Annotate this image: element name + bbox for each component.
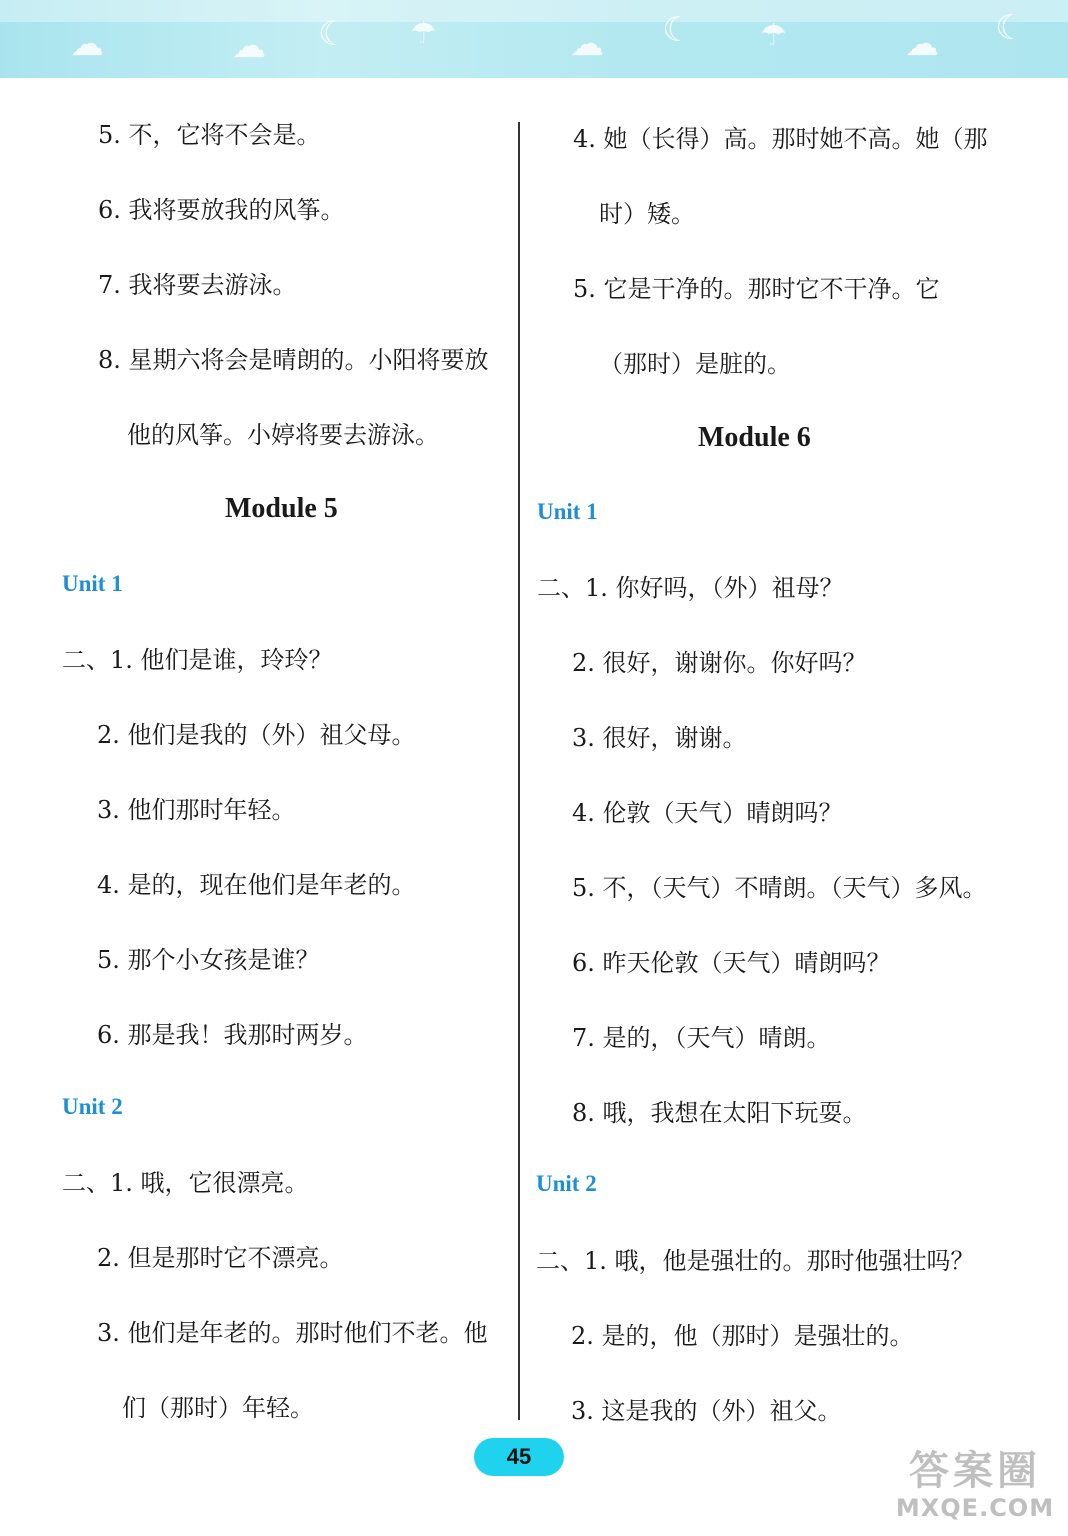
answer-line: 7. 是的，（天气）晴朗。 [572, 1024, 831, 1052]
module-title: Module 6 [698, 422, 811, 453]
answer-line: 6. 那是我！我那时两岁。 [97, 1021, 368, 1049]
answer-line: 8. 星期六将会是晴朗的。小阳将要放 [98, 346, 489, 374]
answer-line: 2. 但是那时它不漂亮。 [97, 1244, 344, 1272]
answer-line: 6. 昨天伦敦（天气）晴朗吗？ [572, 949, 891, 977]
column-divider [518, 122, 520, 1420]
answer-line: 4. 她（长得）高。那时她不高。她（那 [573, 125, 988, 153]
answer-line: 4. 是的，现在他们是年老的。 [97, 871, 416, 899]
answer-line: 二、1. 他们是谁，玲玲？ [62, 646, 333, 674]
watermark-domain: MXQE.COM [895, 1494, 1055, 1522]
answer-line: 2. 是的，他（那时）是强壮的。 [571, 1322, 914, 1350]
answer-line: 3. 他们那时年轻。 [97, 796, 296, 824]
cloud-icon: ☁ [905, 24, 939, 64]
answer-line: 他的风筝。小婷将要去游泳。 [127, 421, 439, 449]
unit-heading: Unit 1 [62, 571, 123, 596]
answer-line: （那时）是脏的。 [599, 350, 791, 378]
cloud-icon: ☁ [70, 24, 104, 64]
cloud-icon: ☁ [232, 26, 266, 66]
answer-line: 4. 伦敦（天气）晴朗吗？ [572, 799, 843, 827]
module-title: Module 5 [225, 493, 338, 524]
unit-heading: Unit 2 [62, 1094, 123, 1119]
answer-line: 二、1. 哦，他是强壮的。那时他强壮吗？ [536, 1247, 975, 1275]
answer-line: 2. 很好，谢谢你。你好吗？ [572, 649, 867, 677]
moon-icon: ☾ [318, 14, 349, 54]
answer-line: 5. 不，它将不会是。 [98, 121, 321, 149]
page-number: 45 [474, 1438, 564, 1476]
answer-line: 5. 那个小女孩是谁？ [97, 946, 320, 974]
answer-line: 二、1. 你好吗，（外）祖母？ [537, 574, 844, 602]
header-banner [0, 0, 1068, 78]
cloud-icon: ☁ [570, 24, 604, 64]
answer-line: 3. 他们是年老的。那时他们不老。他 [97, 1319, 488, 1347]
answer-line: 6. 我将要放我的风筝。 [98, 196, 345, 224]
banner-band [0, 0, 1068, 22]
watermark-logo [890, 1448, 1060, 1528]
answer-line: 3. 很好，谢谢。 [572, 724, 747, 752]
answer-line: 8. 哦，我想在太阳下玩耍。 [572, 1099, 867, 1127]
unit-heading: Unit 1 [537, 499, 598, 524]
unit-heading: Unit 2 [536, 1171, 597, 1196]
umbrella-icon: ☂ [410, 16, 437, 51]
moon-icon: ☾ [995, 8, 1026, 48]
watermark-text: 答案圈 [909, 1448, 1041, 1494]
moon-icon: ☾ [662, 10, 693, 50]
answer-line: 2. 他们是我的（外）祖父母。 [97, 721, 416, 749]
answer-line: 时）矮。 [599, 200, 695, 228]
answer-line: 3. 这是我的（外）祖父。 [571, 1397, 842, 1425]
answer-line: 5. 它是干净的。那时它不干净。它 [573, 275, 940, 303]
umbrella-icon: ☂ [760, 18, 787, 53]
answer-line: 们（那时）年轻。 [122, 1394, 314, 1422]
answer-line: 5. 不，（天气）不晴朗。（天气）多风。 [572, 874, 987, 902]
answer-line: 二、1. 哦，它很漂亮。 [62, 1169, 309, 1197]
answer-line: 7. 我将要去游泳。 [98, 271, 297, 299]
